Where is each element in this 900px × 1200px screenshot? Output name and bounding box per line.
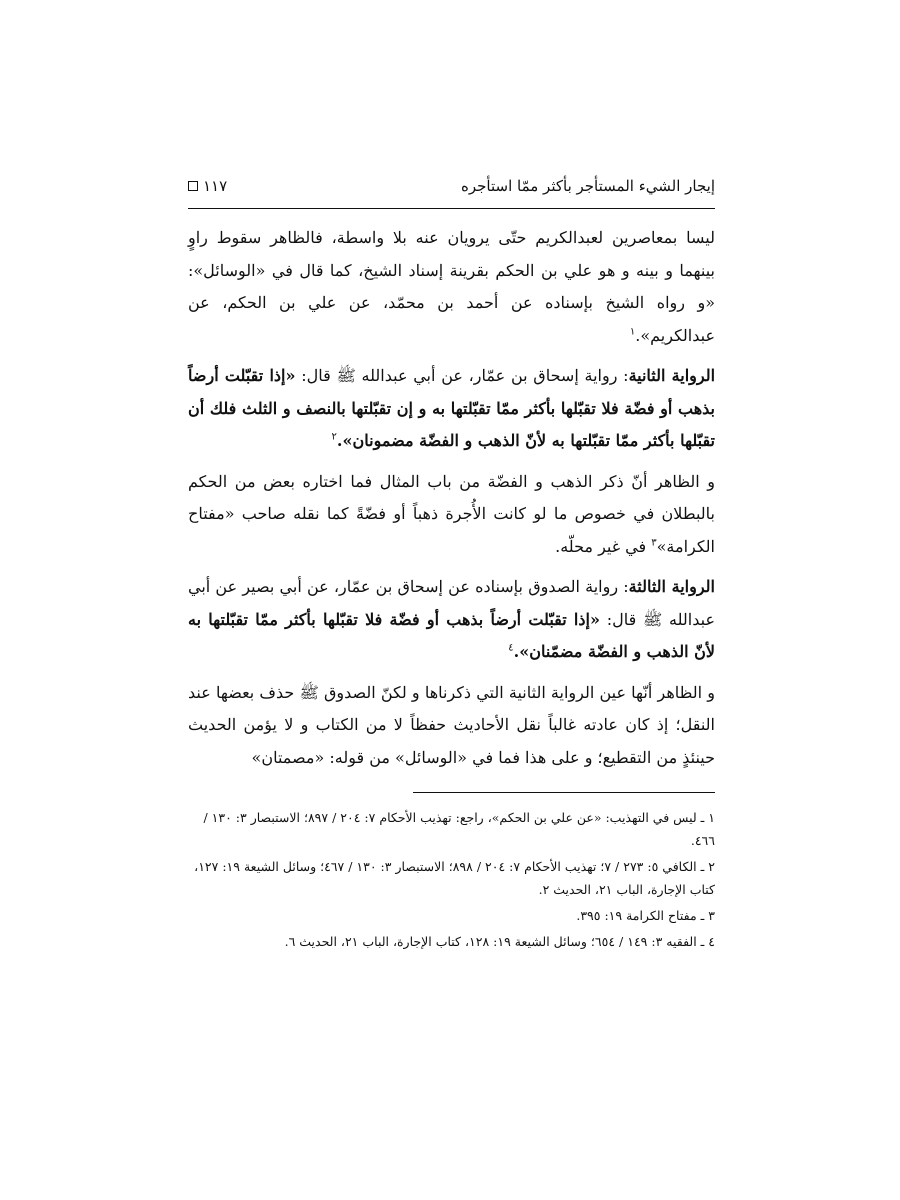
running-title: إيجار الشيء المستأجر بأكثر ممّا استأجره [461, 177, 715, 195]
footnotes [188, 806, 715, 956]
footnote-2: ٢ ـ الكافي ٥: ٢٧٣ / ٧؛ تهذيب الأحكام ٧: ٢٠٤ / ٨٩٨؛ الاستبصار ٣: ١٣٠ / ٤٦٧؛ وسائل الشيعة ١٩: ١٢٧، كتاب الإجارة، الباب ٢١، الحديث ٢. [194, 859, 715, 897]
footnote-ref-2: ٢ [331, 431, 337, 443]
running-header [188, 172, 715, 200]
narration-3-quote: «إذا تقبّلت أرضاً بذهب أو فضّة فلا تقبّلها بأكثر ممّا تقبّلتها به لأنّ الذهب و الفضّة مضمّنان». [188, 609, 715, 661]
square-box-icon [188, 181, 198, 191]
footnote-ref-4: ٤ [508, 642, 514, 654]
footnote-4: ٤ ـ الفقيه ٣: ١٤٩ / ٦٥٤؛ وسائل الشيعة ١٩: ١٢٨، كتاب الإجارة، الباب ٢١، الحديث ٦. [284, 934, 715, 949]
paragraph-4: الرواية الثالثة: رواية الصدوق بإسناده عن إسحاق بن عمّار، عن أبي بصير عن أبي عبدالله ﷺ قال: «إذا تقبّلت أرضاً بذهب أو فضّة فلا تقبّلها بأكثر ممّا تقبّلتها به لأنّ الذهب و الفضّة مضمّنان».$^٤$ [188, 577, 716, 661]
paragraph-3: و الظاهر أنّ ذكر الذهب و الفضّة من باب المثال فما اختاره بعض من الحكم بالبطلان في خصوص ما لو كانت الأُجرة ذهباً أو فضّةً كما نقله صاحب «مفتاح الكرامة»$^٣$ في غير محلّه. [188, 471, 716, 556]
footnote-rule [413, 792, 715, 793]
narration-3-label: الرواية الثالثة [628, 577, 715, 596]
footnote-ref-3: ٣ [651, 537, 657, 549]
paragraph-2: الرواية الثانية: رواية إسحاق بن عمّار، عن أبي عبدالله ﷺ قال: «إذا تقبّلت أرضاً بذهب أو فضّة فلا تقبّلها بأكثر ممّا تقبّلتها به و إن تقبّلتها بالنصف و الثلث فلك أن تقبّلها بأكثر ممّا تقبّلتها به لأنّ الذهب و الفضّة مضمونان».$^٢$ [188, 366, 716, 450]
paragraph-1: ليسا بمعاصرين لعبدالكريم حتّى يرويان عنه بلا واسطة، فالظاهر سقوط راوٍ بينهما و بينه و هو علي بن الحكم بقرينة إسناد الشيخ، كما قال في «الوسائل»: «و رواه الشيخ بإسناده عن أحمد بن محمّد، عن علي بن الحكم، عن عبدالكريم».$^١$ [188, 228, 715, 345]
footnote-3: ٣ ـ مفتاح الكرامة ١٩: ٣٩٥. [576, 908, 715, 923]
narration-2-quote: «إذا تقبّلت أرضاً بذهب أو فضّة فلا تقبّلها بأكثر ممّا تقبّلتها به و إن تقبّلتها بالنصف و الثلث فلك أن تقبّلها بأكثر ممّا تقبّلتها به لأنّ الذهب و الفضّة مضمونان». [188, 366, 715, 450]
header-rule [188, 208, 715, 209]
footnote-1: ١ ـ ليس في التهذيب: «عن علي بن الحكم»، راجع: تهذيب الأحكام ٧: ٢٠٤ / ٨٩٧؛ الاستبصار ٣: ١٣٠ / ٤٦٦. [203, 810, 715, 848]
main-text [188, 222, 715, 774]
footnote-ref-1: ١ [629, 326, 636, 338]
page-number-block [188, 177, 227, 195]
narration-2-label: الرواية الثانية [628, 366, 716, 385]
paragraph-5: و الظاهر أنّها عين الرواية الثانية التي ذكرناها و لكنّ الصدوق ﷺ حذف بعضها عند النقل؛ إذ كان عادته غالباً نقل الأحاديث حفظاً لا من الكتاب و لا يؤمن الحديث حينئذٍ من التقطيع؛ و على هذا فما في «الوسائل» من قوله: «مصمتان» [188, 682, 715, 767]
page-number: ١١٧ [203, 177, 228, 195]
